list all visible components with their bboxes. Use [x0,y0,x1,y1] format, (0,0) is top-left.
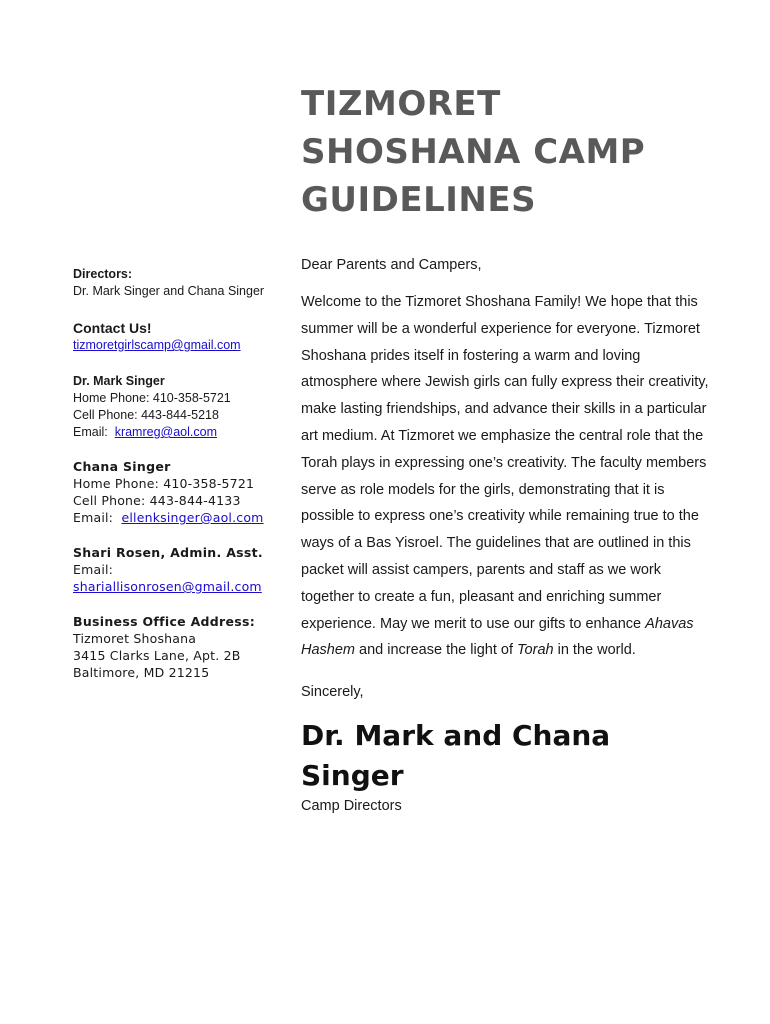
chana-email-link[interactable]: ellenksinger@aol.com [121,510,264,525]
paragraph-text-3: in the world. [553,642,636,659]
office-line-3: Baltimore, MD 21215 [73,665,210,680]
directors-names: Dr. Mark Singer and Chana Singer [73,284,265,298]
shari-email-label: Email: [73,562,114,577]
closing: Sincerely, [301,684,364,701]
contact-block [73,319,241,354]
mark-email-link[interactable]: kramreg@aol.com [114,425,217,439]
shari-email-link[interactable]: shariallisonrosen@gmail.com [73,579,262,594]
paragraph-italic-2: Torah [517,642,554,659]
page-title: TIZMORET SHOSHANA CAMP GUIDELINES [301,84,646,220]
signature-names: Dr. Mark and Chana Singer [301,719,611,793]
business-office-block [73,613,255,681]
chana-singer-block [73,458,264,526]
mark-home-phone: Home Phone: 410-358-5721 [73,391,231,405]
mark-cell-phone: Cell Phone: 443-844-5218 [73,408,219,422]
directors-block [73,266,264,300]
salutation: Dear Parents and Campers, [301,257,482,273]
paragraph-italic-1: Ahavas Hashem [301,615,694,659]
contact-label: Contact Us! [73,320,152,336]
mark-singer-name: Dr. Mark Singer [73,374,165,388]
contact-email-link[interactable]: tizmoretgirlscamp@gmail.com [73,338,241,352]
paragraph-text-2: and increase the light of [355,642,518,659]
office-line-1: Tizmoret Shoshana [73,631,197,646]
chana-home-phone: Home Phone: 410-358-5721 [73,476,255,491]
paragraph-text-1: Welcome to the Tizmoret Shoshana Family! We hope that this summer will be a wonderful experience for everyone. Tizmoret Shoshana prides itself in fostering a warm and loving atmosphere where Jewish girls can fully express their creativity, make lasting friendships, and advance their skills in a particular art medium. At Tizmoret we emphasize the central role that the Torah plays in expressing one’s creativity. The faculty members serve as role models for the girls, demonstrating that it is possible to express one’s creativity while remaining true to the ways of a Bas Yisroel. The guidelines that are outlined in this packet will assist campers, parents and staff as we work together to create a fun, pleasant and enriching summer experience. May we merit to use our gifts to enhance [301,294,709,632]
shari-rosen-block [73,544,263,595]
chana-email-label: Email: [73,510,122,525]
welcome-paragraph [301,289,711,664]
office-line-2: 3415 Clarks Lane, Apt. 2B [73,648,241,663]
letter-body [301,253,711,816]
business-office-label: Business Office Address: [73,614,256,629]
shari-rosen-name: Shari Rosen, Admin. Asst. [73,545,263,560]
mark-email-label: Email: [73,425,115,439]
chana-cell-phone: Cell Phone: 443-844-4133 [73,493,241,508]
mark-singer-block [73,373,231,441]
directors-label: Directors: [73,267,133,281]
signature-role: Camp Directors [301,798,402,815]
chana-singer-name: Chana Singer [73,459,171,474]
